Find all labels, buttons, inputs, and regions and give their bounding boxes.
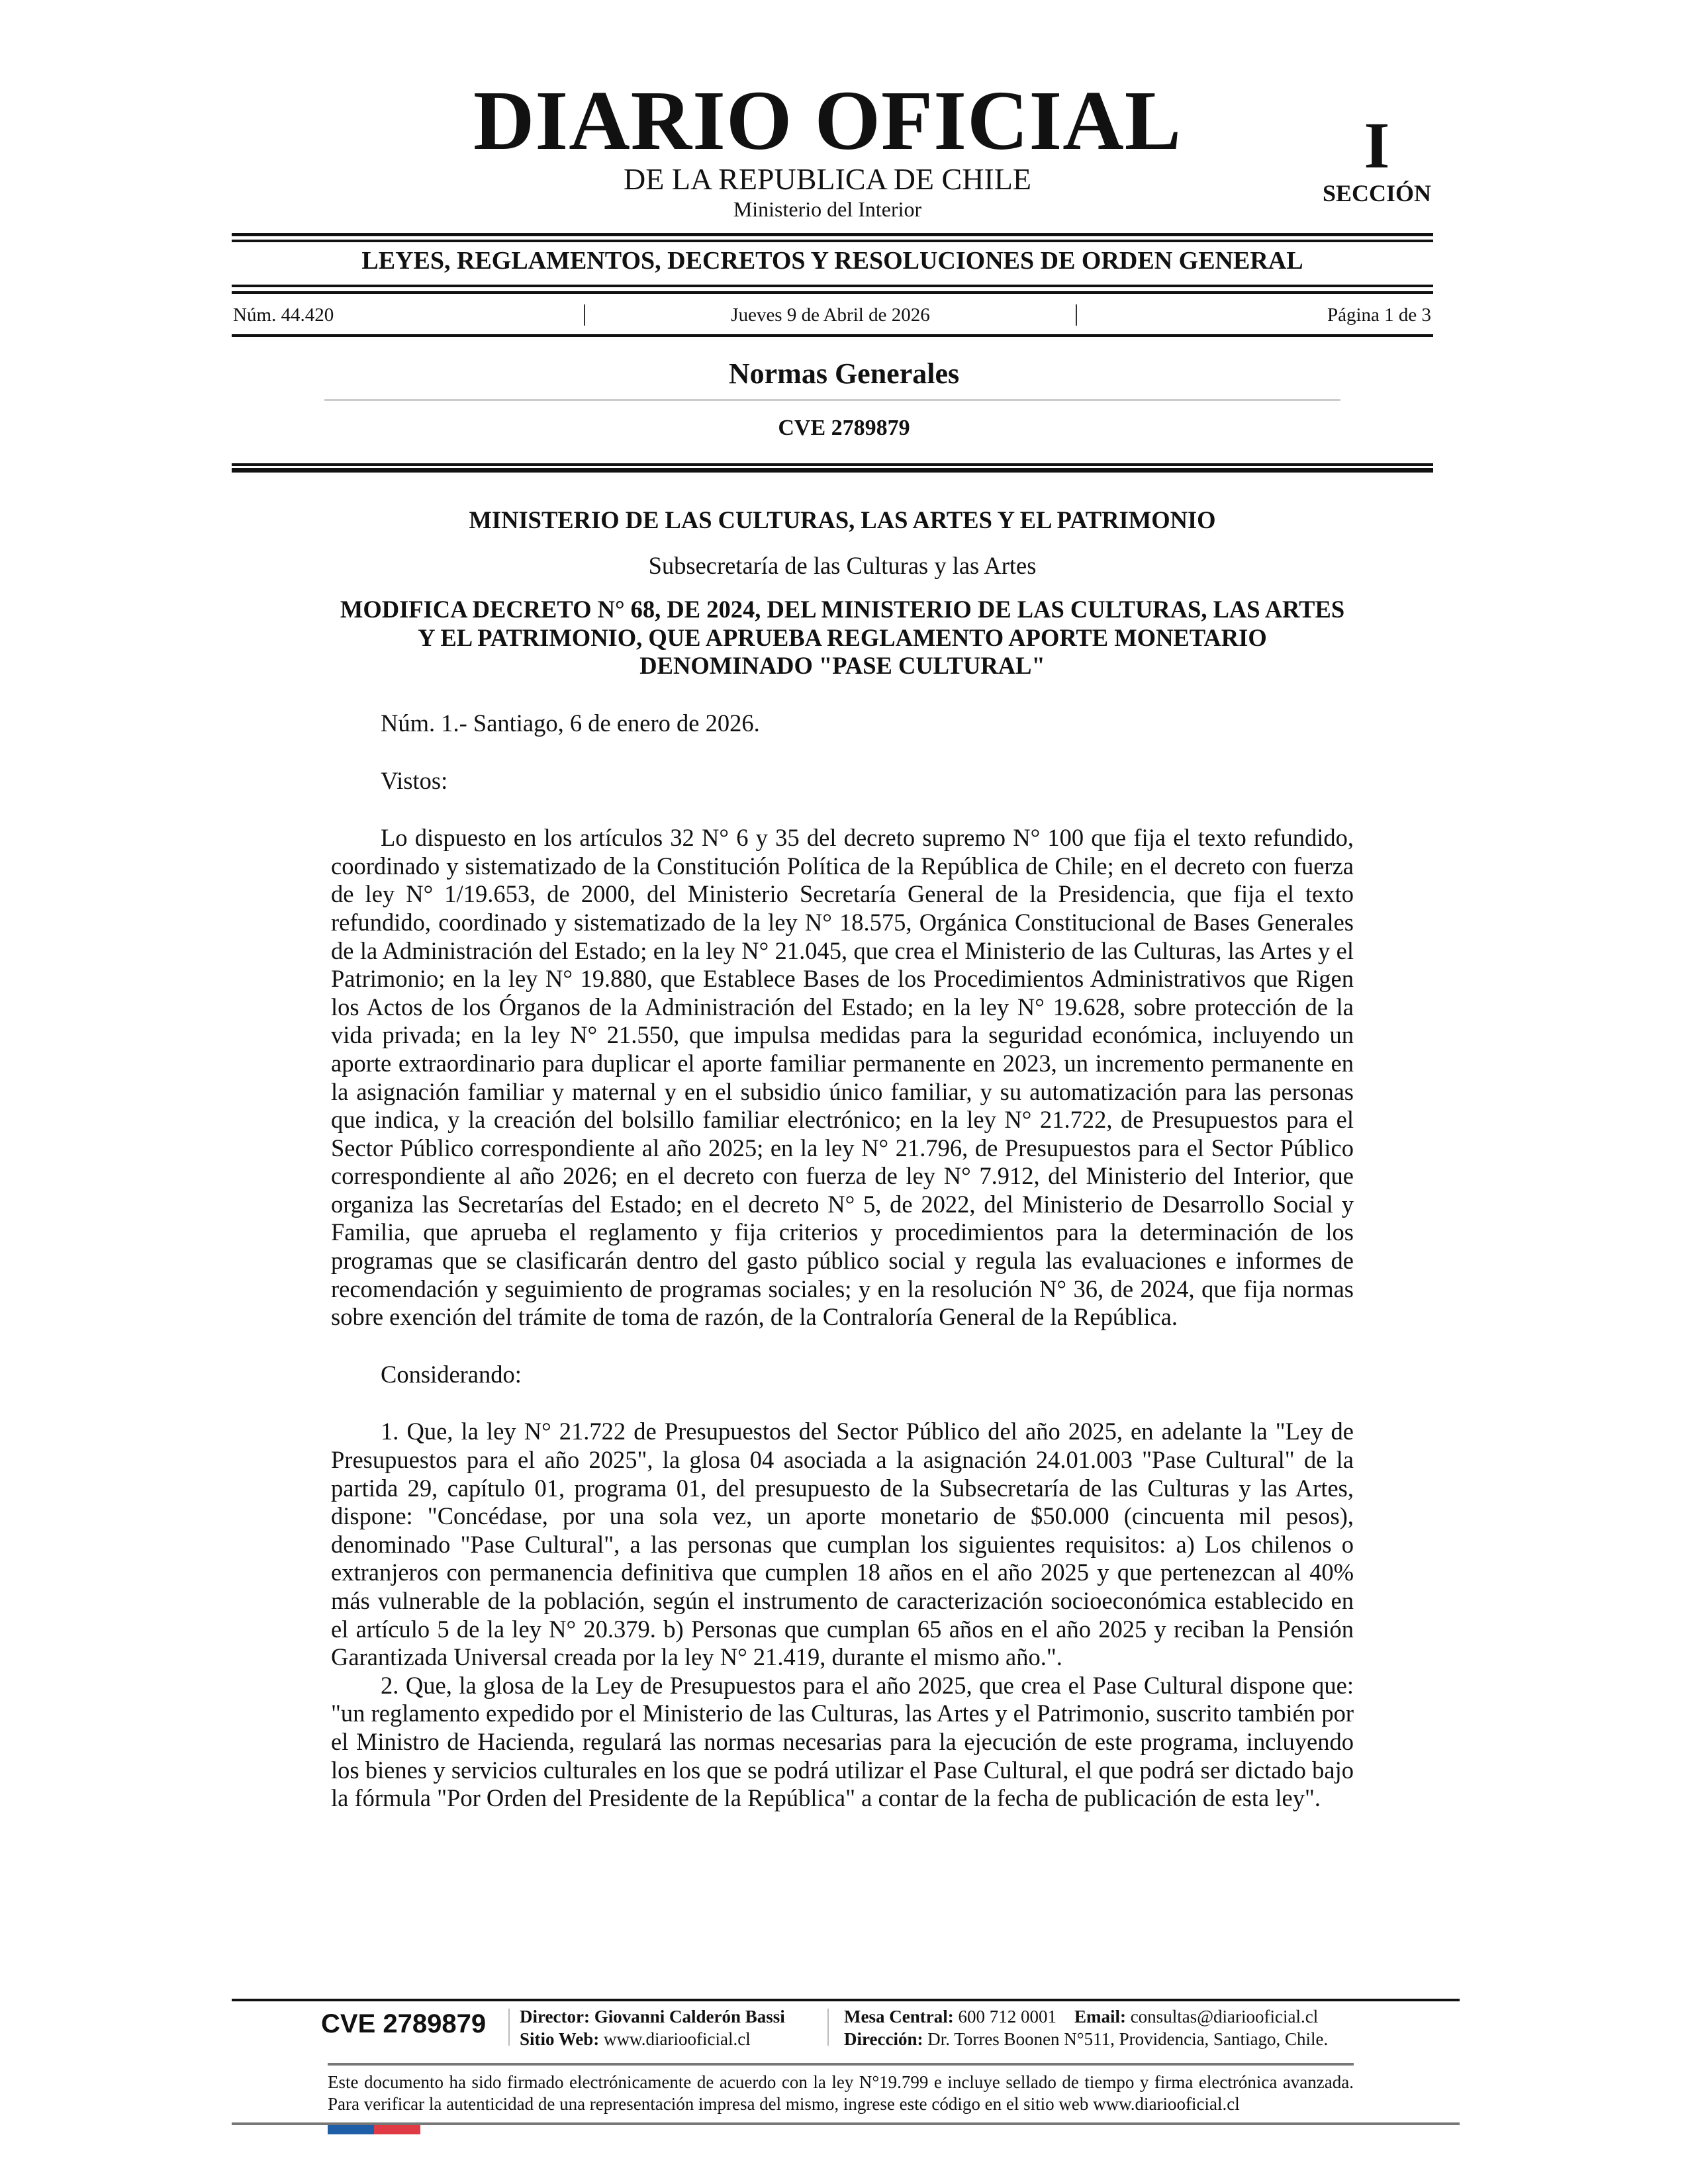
footer-cve: CVE 2789879 (321, 2009, 487, 2038)
divider (232, 285, 1433, 287)
signature-notice: Este documento ha sido firmado electrónicamente de acuerdo con la ley N°19.799 e incluye sellado de tiempo y firma electrónica avanzada. Para verificar la autenticidad de una representación impresa del mismo, ingrese este código en el sitio web www.diariooficial.cl (328, 2072, 1354, 2114)
vistos-text: Lo dispuesto en los artículos 32 N° 6 y 35 del decreto supremo N° 100 que fija el texto refundido, coordinado y sistematizado de la Constitución Política de la República de Chile; en el decreto con fuerza de ley N° 1/19.653, de 2000, del Ministerio Secretaría General de la Presidencia, que fija el texto refundido, coordinado y sistematizado de la ley N° 18.575, Orgánica Constitucional de Bases Generales de la Administración del Estado; en la ley N° 21.045, que crea el Ministerio de las Culturas, las Artes y el Patrimonio; en la ley N° 19.880, que Establece Bases de los Procedimientos Administrativos que Rigen los Actos de los Órganos de la Administración del Estado; en la ley N° 19.628, sobre protección de la vida privada; en la ley N° 21.550, que impulsa medidas para la seguridad económica, incluyendo un aporte extraordinario para duplicar el aporte familiar permanente en 2023, un incremento permanente en la asignación familiar y maternal y en el subsidio único familiar, y su automatización para las personas que indica, y la creación del bolsillo familiar electrónico; en la ley N° 21.722, de Presupuestos para el Sector Público correspondiente al año 2025; en la ley N° 21.796, de Presupuestos para el Sector Público correspondiente al año 2026; en el decreto con fuerza de ley N° 7.912, del Ministerio del Interior, que organiza las Secretarías del Estado; en el decreto N° 5, de 2022, del Ministerio de Desarrollo Social y Familia, que aprueba el reglamento y fija criterios y procedimientos para la determinación de los programas que se clasificarán dentro del gasto público social y regula las evaluaciones e informes de recomendación y seguimiento de programas sociales; y en la resolución N° 36, de 2024, que fija normas sobre exención del trámite de toma de razón, de la Contraloría General de la República. (331, 824, 1354, 1331)
section-number: I (1364, 109, 1390, 182)
divider (324, 399, 1340, 401)
page-indicator: Página 1 de 3 (1327, 304, 1431, 326)
category-heading: Normas Generales (728, 357, 960, 390)
issue-date: Jueves 9 de Abril de 2026 (731, 304, 930, 326)
considerando-heading: Considerando: (381, 1360, 522, 1388)
masthead-title: DIARIO OFICIAL (473, 73, 1182, 167)
subsecretaria: Subsecretaría de las Culturas y las Artes (648, 551, 1037, 579)
masthead-subtitle: DE LA REPUBLICA DE CHILE (624, 162, 1031, 196)
divider (232, 291, 1433, 294)
section-label: SECCIÓN (1322, 180, 1432, 206)
footer-divider (328, 2063, 1354, 2066)
director-label: Director: (520, 2007, 590, 2026)
decree-number: Núm. 1.- Santiago, 6 de enero de 2026. (381, 709, 760, 737)
separator (1076, 304, 1077, 326)
vistos-heading: Vistos: (381, 766, 448, 794)
flag-bar-red (374, 2125, 420, 2134)
separator (508, 2009, 510, 2046)
considerando-item: 2. Que, la glosa de la Ley de Presupuestos para el año 2025, que crea el Pase Cultural dispone que: "un reglamento expedido por el Ministerio de las Culturas, las Artes y el Patrimonio, suscrito también por el Ministro de Hacienda, regulará las normas necesarias para la ejecución de este programa, incluyendo los bienes y servicios culturales en los que se podrá utilizar el Pase Cultural, el que podrá ser dictado bajo la fórmula "Por Orden del Presidente de la República" a contar de la fecha de publicación de esta ley". (331, 1671, 1354, 1812)
considerando-item: 1. Que, la ley N° 21.722 de Presupuestos del Sector Público del año 2025, en adelante la "Ley de Presupuestos para el año 2025", la glosa 04 asociada a la asignación 24.01.003 "Pase Cultural" de la partida 29, capítulo 01, programa 01, del presupuesto de la Subsecretaría de las Culturas y las Artes, dispone: "Concédase, por una sola vez, un aporte monetario de $50.000 (cincuenta mil pesos), denominado "Pase Cultural", a las personas que cumplan los siguientes requisitos: a) Los chilenos o extranjeros con permanencia definitiva que cumplen 18 años en el año 2025 y que pertenezcan al 40% más vulnerable de la población, según el instrumento de caracterización socioeconómica establecido en el artículo 5 de la ley N° 20.379. b) Personas que cumplan 65 años en el año 2025 y reciban la Pensión Garantizada Universal creada por la ley N° 21.419, durante el mismo año.". (331, 1418, 1354, 1671)
divider (232, 233, 1433, 236)
director-name: Giovanni Calderón Bassi (594, 2007, 785, 2026)
cve-code: CVE 2789879 (778, 416, 910, 440)
decree-title: MODIFICA DECRETO N° 68, DE 2024, DEL MINISTERIO DE LAS CULTURAS, LAS ARTES Y EL PATRIMONIO, QUE APRUEBA REGLAMENTO APORTE MONETARIO DENOMINADO "PASE CULTURAL" (340, 596, 1345, 680)
ministry-heading: MINISTERIO DE LAS CULTURAS, LAS ARTES Y EL PATRIMONIO (469, 506, 1216, 533)
flag-bar-blue (328, 2125, 374, 2134)
issue-number: Núm. 44.420 (233, 304, 334, 326)
address-label: Dirección: (844, 2029, 923, 2049)
divider (232, 334, 1433, 337)
divider (232, 468, 1433, 473)
divider (232, 240, 1433, 242)
address: Dr. Torres Boonen N°511, Providencia, Santiago, Chile. (927, 2029, 1329, 2049)
masthead-ministry: Ministerio del Interior (733, 197, 922, 221)
footer-divider (232, 1999, 1460, 2001)
email-label: Email: (1074, 2007, 1126, 2026)
divider (232, 463, 1433, 466)
web-link[interactable]: www.diariooficial.cl (604, 2029, 751, 2049)
footer-contact-block (844, 2005, 1328, 2050)
document-body (331, 506, 1354, 1813)
web-label: Sitio Web: (520, 2029, 600, 2049)
section-band: LEYES, REGLAMENTOS, DECRETOS Y RESOLUCIONES DE ORDEN GENERAL (361, 247, 1303, 275)
email-link[interactable]: consultas@diariooficial.cl (1130, 2007, 1319, 2026)
footer-director-block (520, 2005, 785, 2050)
separator (827, 2009, 829, 2046)
phone-label: Mesa Central: (844, 2007, 954, 2026)
phone: 600 712 0001 (958, 2007, 1056, 2026)
